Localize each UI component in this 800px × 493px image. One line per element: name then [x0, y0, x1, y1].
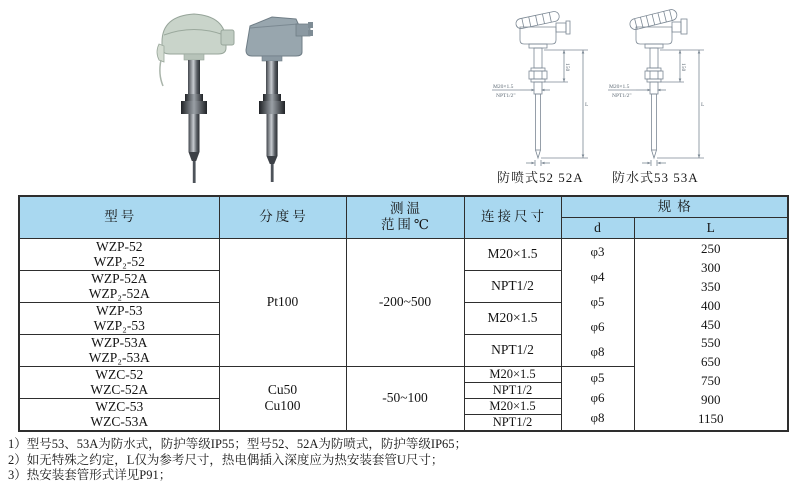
- range-cell: -200~500: [346, 238, 464, 366]
- model-cell: [19, 302, 219, 334]
- thread-dim-label-m20: M20×1.5: [609, 84, 630, 90]
- length-value: 300: [701, 260, 721, 276]
- header-range-line2: 范围℃: [380, 217, 433, 233]
- diameter-list: [562, 368, 634, 428]
- range-cell: -50~100: [346, 366, 464, 431]
- model-text: WZC-52A: [90, 382, 149, 397]
- connection-cell: M20×1.5: [464, 366, 561, 382]
- spec-table: [18, 195, 789, 432]
- diameter-cell: [561, 238, 634, 366]
- header-l: L: [634, 217, 788, 238]
- diameter-value: φ3: [590, 243, 605, 259]
- diameter-value: φ6: [590, 319, 605, 335]
- model-text: WZP-53A: [91, 335, 148, 350]
- diameter-value: φ6: [590, 390, 605, 405]
- connection-cell: M20×1.5: [464, 398, 561, 414]
- length-value: 250: [701, 241, 721, 257]
- connection-cell: M20×1.5: [464, 238, 561, 270]
- thread-dim-label-npt: NPT1/2": [612, 93, 632, 99]
- graduation-cell: [219, 366, 346, 431]
- graduation-text: Cu100: [264, 398, 301, 413]
- model-cell: [19, 270, 219, 302]
- header-connection: 连接尺寸: [464, 196, 561, 238]
- header-row-1: [19, 196, 788, 217]
- length-cell: [634, 238, 788, 431]
- diameter-value: φ4: [590, 268, 605, 284]
- length-value: 450: [701, 316, 721, 332]
- graduation-text: Pt100: [266, 294, 299, 309]
- length-value: 1150: [697, 410, 724, 426]
- length-value: 650: [701, 354, 721, 370]
- sensor-photo-right: [246, 17, 313, 182]
- header-range: [346, 196, 464, 238]
- model-text: WZP-52A: [91, 271, 148, 286]
- length-value: 900: [701, 391, 721, 407]
- model-cell: [19, 238, 219, 270]
- length-value: 550: [701, 335, 721, 351]
- model-text: WZP₂-52: [93, 254, 145, 269]
- header-graduation: 分度号: [219, 196, 346, 238]
- technical-drawing-52: [490, 6, 608, 168]
- neck-dim-label: 150: [564, 63, 570, 72]
- model-cell: [19, 366, 219, 398]
- diameter-value: φ5: [590, 293, 605, 309]
- model-text: WZC-53: [95, 399, 144, 414]
- connection-cell: NPT1/2: [464, 270, 561, 302]
- model-text: WZP₂-53: [93, 318, 145, 333]
- footnote-2: 2）如无特殊之约定，L仅为参考尺寸，热电偶插入深度应为热安装套管U尺寸；: [8, 452, 444, 467]
- header-spec: 规格: [561, 196, 788, 217]
- model-text: WZP₂-52A: [88, 286, 150, 301]
- drawing-caption-52: 防喷式52 52A: [497, 170, 584, 185]
- graduation-cell: [219, 238, 346, 366]
- footnote-1: 1）型号53、53A为防水式，防护等级IP55；型号52、52A为防喷式，防护等级IP65；: [8, 437, 468, 451]
- diameter-cell: [561, 366, 634, 431]
- footnote-3: 3）热安装套管形式详见P91；: [8, 468, 172, 482]
- sensor-photo-left: [157, 14, 234, 183]
- model-text: WZP₂-53A: [88, 350, 150, 365]
- connection-cell: NPT1/2: [464, 382, 561, 398]
- length-value: 400: [701, 297, 721, 313]
- model-text: WZC-52: [95, 367, 144, 382]
- model-cell: [19, 334, 219, 366]
- thread-dim-label-m20: M20×1.5: [493, 84, 514, 90]
- neck-dim-label: 150: [680, 63, 686, 72]
- diameter-list: [562, 239, 634, 365]
- header-d: d: [561, 217, 634, 238]
- header-model: 型号: [19, 196, 219, 238]
- length-value: 750: [701, 372, 721, 388]
- length-value: 350: [701, 278, 721, 294]
- model-text: WZP-53: [96, 303, 143, 318]
- connection-cell: NPT1/2: [464, 334, 561, 366]
- connection-cell: M20×1.5: [464, 302, 561, 334]
- diameter-value: φ8: [590, 344, 605, 360]
- length-dim-label: L: [585, 102, 589, 108]
- model-text: WZC-53A: [90, 414, 149, 429]
- table-row: [19, 238, 788, 270]
- graduation-text: Cu50: [267, 382, 298, 397]
- length-dim-label: L: [701, 102, 705, 108]
- technical-drawing-53: [606, 6, 724, 168]
- model-cell: [19, 398, 219, 431]
- length-list: [635, 240, 788, 428]
- thread-dim-label-npt: NPT1/2": [496, 93, 516, 99]
- connection-cell: NPT1/2: [464, 414, 561, 431]
- product-photo: [122, 4, 334, 186]
- diameter-value: φ8: [590, 410, 605, 425]
- header-range-line1: 测温: [390, 201, 423, 217]
- footnotes: [8, 437, 467, 484]
- drawing-caption-53: 防水式53 53A: [612, 170, 699, 185]
- diameter-value: φ5: [590, 370, 605, 385]
- model-text: WZP-52: [96, 239, 143, 254]
